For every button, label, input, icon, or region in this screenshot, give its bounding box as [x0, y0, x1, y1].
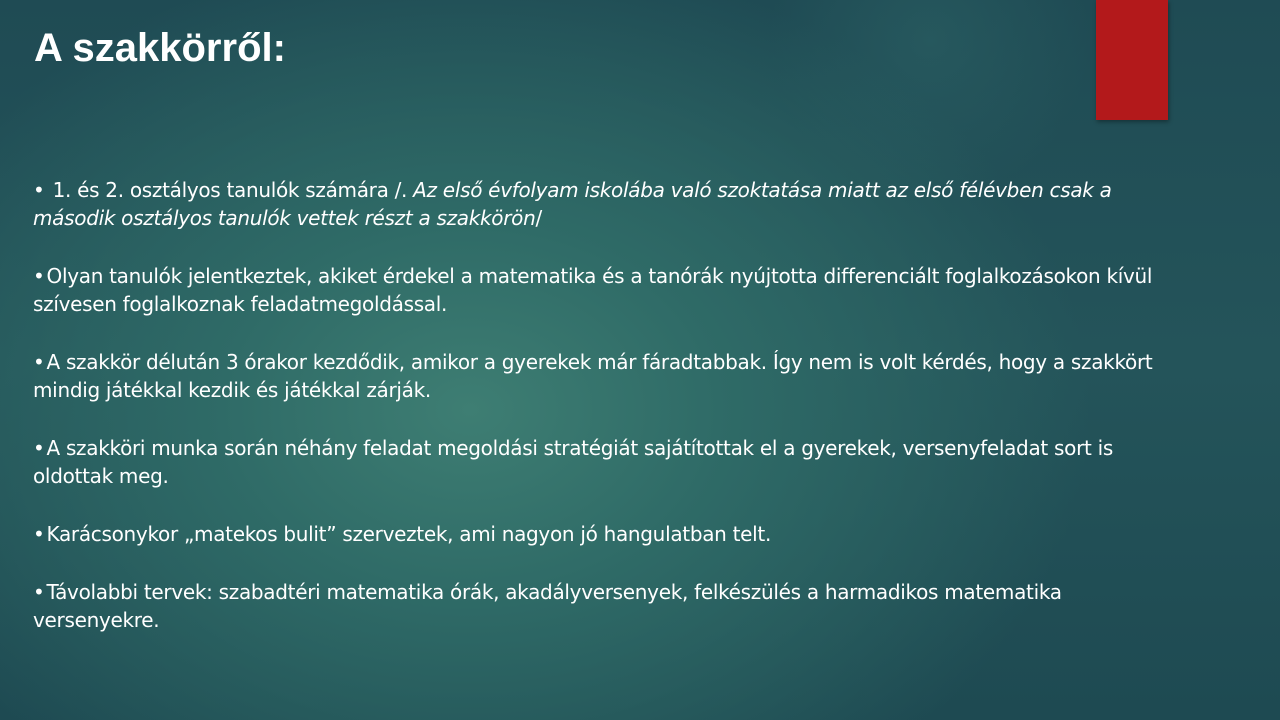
accent-bar	[1096, 0, 1168, 120]
bullet-text-2: Olyan tanulók jelentkeztek, akiket érdekel a matematika és a tanórák nyújtotta differenciált foglalkozásokon kívül szívesen foglalkoznak feladatmegoldással.	[33, 264, 1153, 316]
bullet-marker: •	[33, 264, 45, 288]
bullet-note-1: Az első évfolyam iskolába való szoktatása miatt az első félévben csak a második osztályos tanulók vettek részt a szakkörön	[33, 178, 1112, 230]
bullet-text-6: Távolabbi tervek: szabadtéri matematika órák, akadályversenyek, felkészülés a harmadikos matematika versenyekre.	[33, 580, 1062, 632]
bullet-marker: •	[33, 522, 45, 546]
bullet-suffix-1: /	[535, 206, 542, 230]
bullet-text-3: A szakkör délután 3 órakor kezdődik, amikor a gyerekek már fáradtabbak. Így nem is volt kérdés, hogy a szakkört mindig játékkal kezdik és játékkal zárják.	[33, 350, 1153, 402]
bullet-text-1: 1. és 2. osztályos tanulók számára /.	[52, 178, 408, 202]
bullet-marker: •	[33, 350, 45, 374]
bullet-marker: •	[33, 178, 45, 202]
bullet-marker: •	[33, 580, 45, 604]
bullet-item-5	[33, 520, 1183, 548]
slide-title: A szakkörről:	[34, 26, 286, 70]
bullet-text-5: Karácsonykor „matekos bulit” szerveztek, ami nagyon jó hangulatban telt.	[46, 522, 772, 546]
bullet-text-4: A szakköri munka során néhány feladat megoldási stratégiát sajátítottak el a gyerekek, versenyfeladat sort is oldottak meg.	[33, 436, 1113, 488]
bullet-item-3	[33, 348, 1183, 404]
bullet-marker: •	[33, 436, 45, 460]
bullet-item-2	[33, 262, 1183, 318]
bullet-item-4	[33, 434, 1183, 490]
bullet-item-6	[33, 578, 1183, 634]
bullet-list	[33, 176, 1183, 664]
bullet-item-1	[33, 176, 1183, 232]
